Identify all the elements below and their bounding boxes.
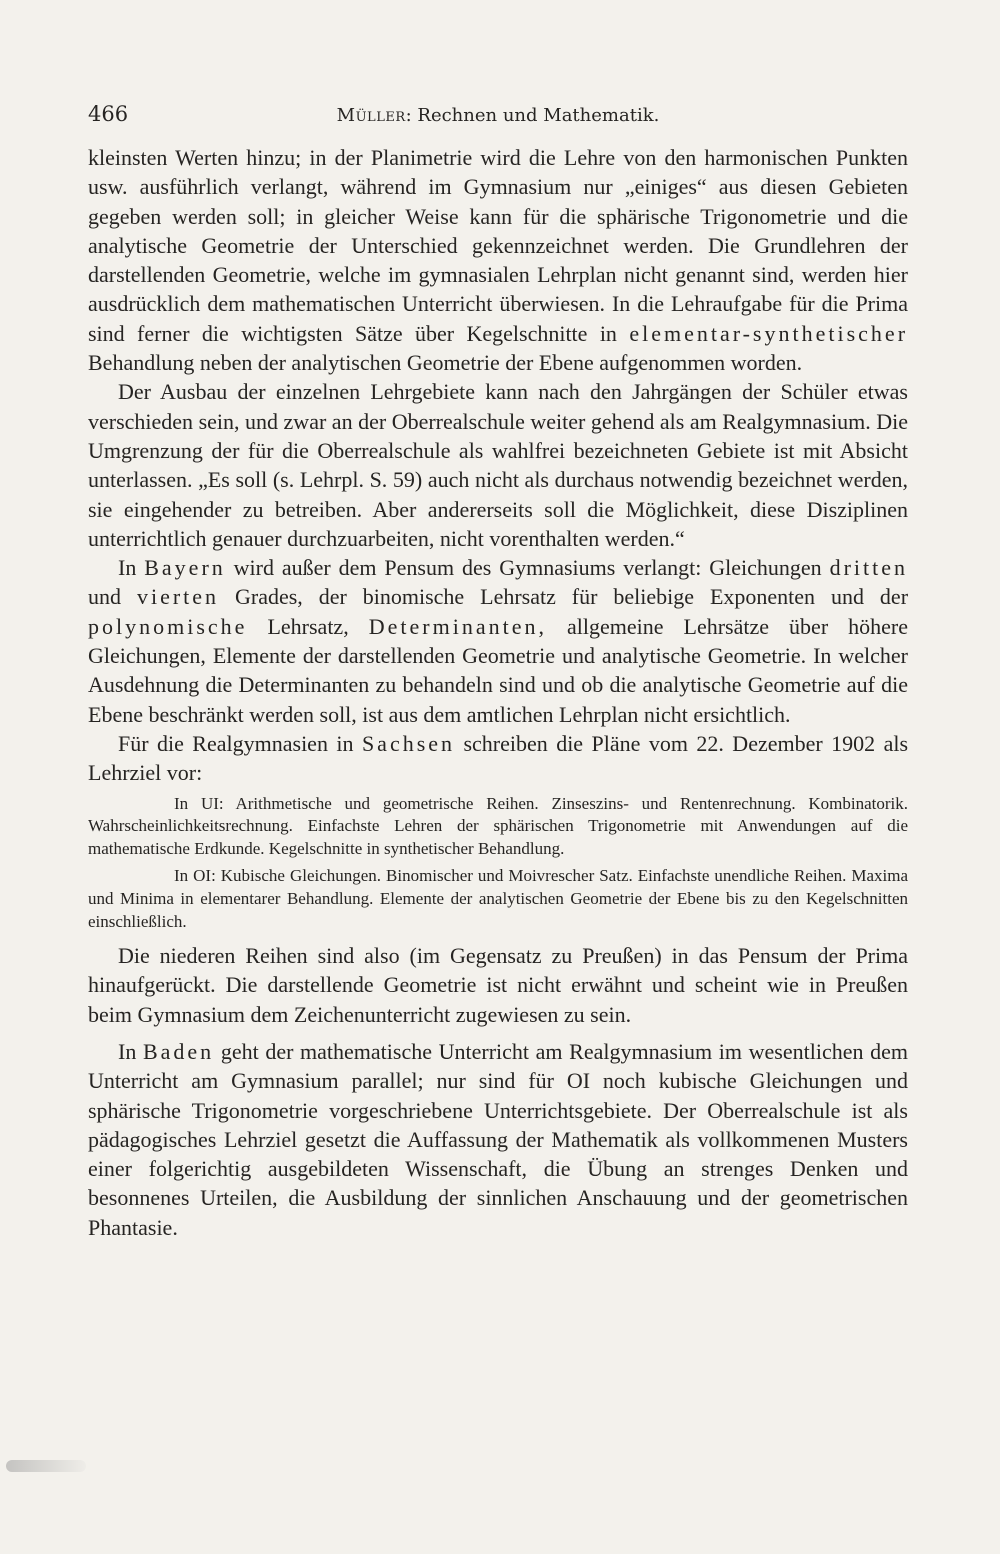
text: Grades, der binomische Lehrsatz für beliebige Exponenten und der — [235, 584, 909, 610]
spaced-term-sachsen: Sachsen — [361, 730, 456, 756]
page-number: 466 — [88, 102, 129, 126]
text: Für die Realgymnasien in — [118, 730, 354, 756]
page-body — [88, 143, 908, 1242]
spaced-term: vierten — [136, 584, 220, 610]
text: schreiben die Pläne vom 22. Dezember 1902 als Lehrziel vor: — [88, 730, 909, 786]
running-title-author: Müller — [336, 105, 406, 126]
spaced-term: polynomische — [88, 613, 248, 639]
curriculum-quote — [88, 793, 908, 934]
spaced-term-baden: Baden — [142, 1038, 215, 1064]
curriculum-text: Kubische Gleichungen. Binomischer und Moivrescher Satz. Einfachste unendliche Reihen. Maxima und Minima in elementarer Behandlung. Elemente der analytischen Geometrie der Ebene bis zu den Kegelschnitten einschließlich. — [88, 866, 908, 931]
paragraph-5: Die niederen Reihen sind also (im Gegensatz zu Preußen) in das Pensum der Prima hinaufgerückt. Die darstellende Geometrie ist nicht erwähnt und scheint wie in Preußen beim Gymnasium dem Zeichenunterricht zugewiesen zu sein. — [88, 943, 908, 1027]
curriculum-label: In OI: — [174, 866, 216, 886]
text: und — [88, 584, 121, 610]
curriculum-ui — [88, 793, 908, 861]
text: wird außer dem Pensum des Gymnasiums verlangt: Gleichungen — [233, 555, 822, 581]
running-title-text: : Rechnen und Mathematik. — [405, 105, 660, 126]
running-title — [88, 105, 908, 126]
curriculum-text: Arithmetische und geometrische Reihen. Zinseszins- und Rentenrechnung. Kombinatorik. Wahrscheinlichkeitsrechnung. Einfachste Lehren der sphärischen Trigonometrie mit Anwendungen auf die mathematische Erdkunde. Kegelschnitte in synthetischer Behandlung. — [88, 793, 909, 858]
text: geht der mathematische Unterricht am Realgymnasium im wesentlichen dem Unterricht am Gymnasium parallel; nur sind für OI noch kubische Gleichungen und sphärische Trigonometrie vorgeschriebene Unterrichtsgebiete. Der Oberrealschule ist als pädagogisches Lehrziel gesetzt die Auffassung der Mathematik als vollkommenen Musters einer folgerichtig ausgebildeten Wissenschaft, die Übung an strenges Denken und besonnenes Urteilen, die Ausbildung der sinnlichen Anschauung und der geometrischen Phantasie. — [88, 1038, 909, 1240]
curriculum-oi — [88, 865, 908, 933]
curriculum-label: In UI: — [174, 793, 224, 813]
paragraph-1-end: Behandlung neben der analytischen Geometrie der Ebene aufgenommen worden. — [88, 350, 803, 376]
paragraph-3 — [88, 553, 908, 729]
spaced-term-bayern: Bayern — [144, 555, 226, 581]
paragraph-2: Der Ausbau der einzelnen Lehrgebiete kann nach den Jahrgängen der Schüler etwas verschieden sein, und zwar an der Oberrealschule weiter gehend als am Realgymnasium. Die Umgrenzung der für die Oberrealschule als wahlfrei bezeichneten Gebiete ist mit Absicht unterlassen. „Es soll (s. Lehrpl. S. 59) auch nicht als durchaus notwendig bezeichnet werden, sie eingehender zu betreiben. Aber andererseits soll die Möglichkeit, diese Disziplinen unterrichtlich genauer durchzuarbeiten, nicht vorenthalten werden.“ — [88, 379, 908, 551]
text: In — [118, 1038, 137, 1064]
paragraph-4 — [88, 729, 908, 788]
paragraph-1 — [88, 143, 908, 377]
text: Lehrsatz, — [267, 613, 349, 639]
text: allgemeine Lehrsätze über höhere Gleichungen, Elemente der darstellenden Geometrie und analytische Geometrie. In welcher Ausdehnung die Determinanten zu behandeln sind und ob die analytische Geometrie auf die Ebene beschränkt werden soll, ist aus dem amtlichen Lehrplan nicht ersichtlich. — [88, 613, 909, 727]
spaced-term: Determinanten, — [368, 613, 547, 639]
paper-smudge — [6, 1460, 86, 1472]
page-header — [88, 102, 908, 132]
paragraph-6 — [88, 1037, 908, 1242]
text: In — [118, 555, 137, 581]
spaced-term: dritten — [829, 555, 909, 581]
paragraph-1-text: kleinsten Werten hinzu; in der Planimetrie wird die Lehre von den harmonischen Punkten usw. ausführlich verlangt, während im Gymnasium nur „einiges“ aus diesen Gebieten gegeben werden soll; in gleicher Weise kann für die sphärische Trigonometrie und die analytische Geometrie der Unterschied gekennzeichnet werden. Die Grundlehren der darstellenden Geometrie, welche im gymnasialen Lehrplan nicht genannt sind, werden hier ausdrücklich dem mathematischen Unterricht überwiesen. In die Lehraufgabe für die Prima sind ferner die wichtigsten Sätze über Kegelschnitte in — [88, 145, 908, 346]
spaced-term: elementar-synthetischer — [629, 320, 909, 346]
